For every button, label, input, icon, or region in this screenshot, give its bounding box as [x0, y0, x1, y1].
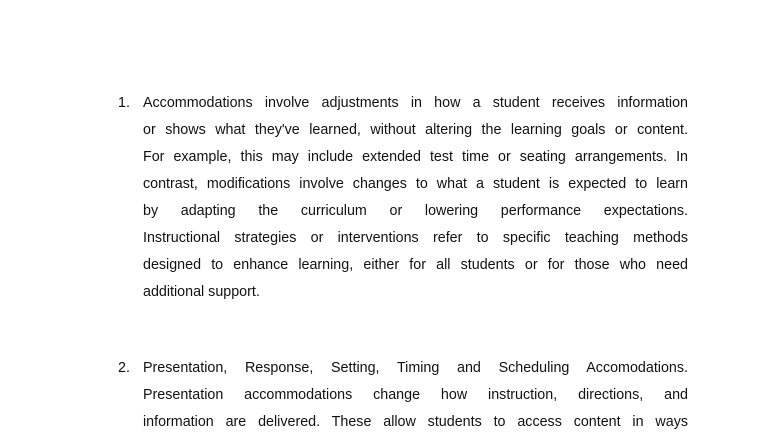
text-line: Presentation accommodations change how instruction, directions, and — [143, 387, 688, 403]
paragraph-accommodation-types — [143, 355, 688, 436]
text-line: or shows what they've learned, without altering the learning goals or content. — [143, 122, 688, 138]
text-line: additional support. — [143, 284, 260, 300]
text-line: information are delivered. These allow students to access content in ways — [143, 414, 688, 430]
text-line: designed to enhance learning, either for all students or for those who need — [143, 257, 688, 273]
list-number: 2. — [118, 360, 130, 376]
text-line: contrast, modifications involve changes to what a student is expected to learn — [143, 176, 688, 192]
paragraph-accommodations — [143, 90, 688, 306]
list-number: 1. — [118, 95, 130, 111]
text-line: For example, this may include extended test time or seating arrangements. In — [143, 149, 688, 165]
text-line: by adapting the curriculum or lowering performance expectations. — [143, 203, 688, 219]
text-line: Instructional strategies or interventions refer to specific teaching methods — [143, 230, 688, 246]
text-line: Accommodations involve adjustments in how a student receives information — [143, 95, 688, 111]
text-line: Presentation, Response, Setting, Timing and Scheduling Accomodations. — [143, 360, 688, 376]
